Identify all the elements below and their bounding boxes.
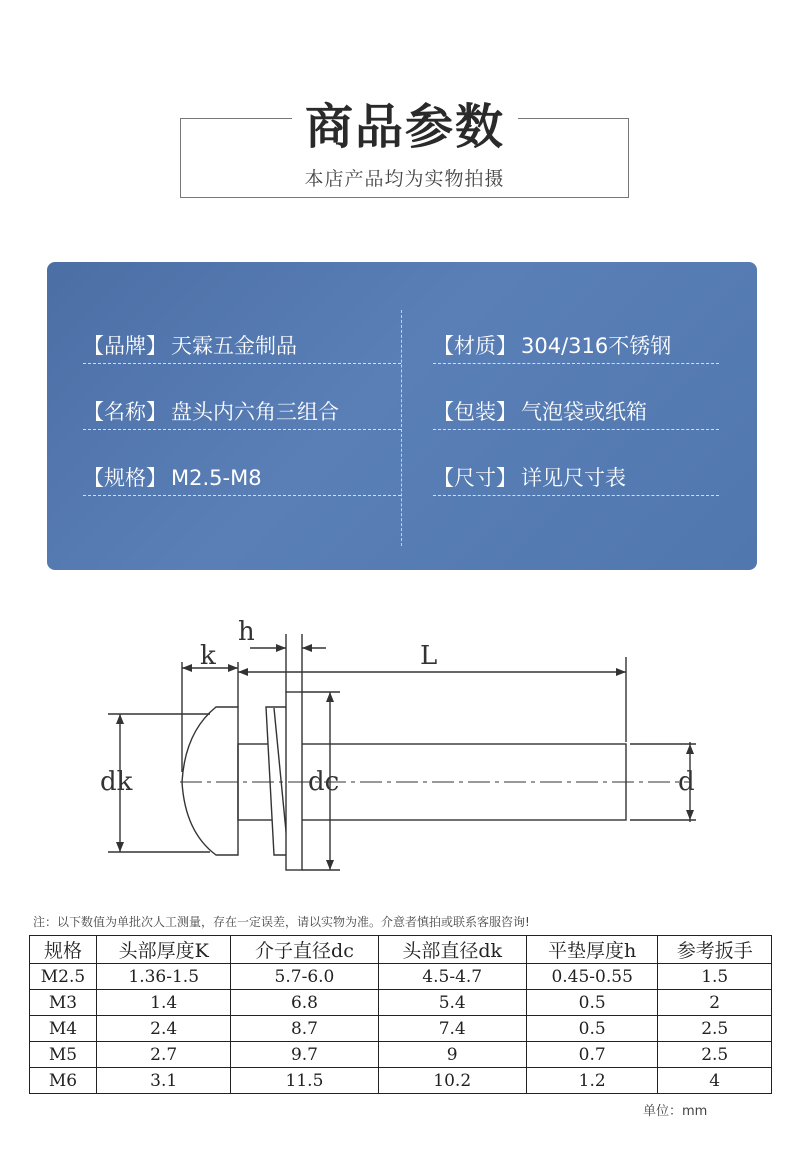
table-cell: 1.36-1.5 [96,964,230,990]
param-spec [83,461,401,496]
table-cell: 5.7-6.0 [231,964,378,990]
page-title: 商品参数 [304,99,505,155]
table-cell: 8.7 [231,1016,378,1042]
measurement-note: 注：以下数值为单批次人工测量，存在一定误差，请以实物为准。介意者慎拍或联系客服咨询! [33,915,530,929]
param-brand-value: 天霖五金制品 [171,334,297,358]
param-packing-value: 气泡袋或纸箱 [521,400,647,424]
table-cell: 0.7 [526,1042,658,1068]
param-name-value: 盘头内六角三组合 [171,400,339,424]
col-header-head-diameter: 头部直径dk [378,936,526,964]
param-material-label: 【材质】 [433,334,517,358]
table-cell: M2.5 [30,964,97,990]
page-subtitle: 本店产品均为实物拍摄 [304,168,505,190]
screw-drawing-svg [90,612,730,872]
table-row [30,1042,772,1068]
table-cell: 9.7 [231,1042,378,1068]
param-packing-label: 【包装】 [433,400,517,424]
label-L: L [420,641,438,671]
col-header-spec: 规格 [30,936,97,964]
param-spec-value: M2.5-M8 [171,466,262,490]
table-row [30,964,772,990]
table-cell: M6 [30,1068,97,1094]
table-row [30,1016,772,1042]
param-name-label: 【名称】 [83,400,167,424]
params-divider [401,310,402,546]
table-cell: 10.2 [378,1068,526,1094]
table-cell: M3 [30,990,97,1016]
col-header-washer-thickness: 平垫厚度h [526,936,658,964]
param-material [433,329,719,364]
screw-technical-drawing [90,612,730,872]
size-table [29,935,772,1094]
label-h: h [238,617,255,647]
table-cell: M5 [30,1042,97,1068]
unit-label: 单位：mm [643,1104,708,1119]
param-material-value: 304/316不锈钢 [521,334,672,358]
params-card [47,262,757,570]
label-d: d [678,767,695,797]
param-size-value: 详见尺寸表 [521,466,626,490]
param-size [433,461,719,496]
table-cell: 9 [378,1042,526,1068]
table-cell: 0.5 [526,990,658,1016]
table-cell: 4.5-4.7 [378,964,526,990]
label-dc: dc [308,767,340,797]
param-spec-label: 【规格】 [83,466,167,490]
table-header-row [30,936,772,964]
table-cell: 0.5 [526,1016,658,1042]
param-name [83,395,401,430]
label-dk: dk [100,767,133,797]
table-cell: M4 [30,1016,97,1042]
table-cell: 2.7 [96,1042,230,1068]
table-cell: 1.4 [96,990,230,1016]
table-cell: 2.4 [96,1016,230,1042]
param-packing [433,395,719,430]
table-cell: 4 [658,1068,772,1094]
table-cell: 2.5 [658,1016,772,1042]
param-brand-label: 【品牌】 [83,334,167,358]
table-cell: 1.2 [526,1068,658,1094]
table-row [30,1068,772,1094]
label-k: k [200,641,216,671]
col-header-washer-diameter: 介子直径dc [231,936,378,964]
table-cell: 2 [658,990,772,1016]
table-cell: 0.45-0.55 [526,964,658,990]
table-cell: 7.4 [378,1016,526,1042]
table-cell: 2.5 [658,1042,772,1068]
screw-head-shape [182,707,238,855]
table-cell: 5.4 [378,990,526,1016]
flat-washer-shape [286,692,302,870]
table-cell: 3.1 [96,1068,230,1094]
col-header-head-thickness: 头部厚度K [96,936,230,964]
table-row [30,990,772,1016]
param-brand [83,329,401,364]
table-cell: 1.5 [658,964,772,990]
param-size-label: 【尺寸】 [433,466,517,490]
col-header-wrench: 参考扳手 [658,936,772,964]
table-cell: 11.5 [231,1068,378,1094]
table-cell: 6.8 [231,990,378,1016]
